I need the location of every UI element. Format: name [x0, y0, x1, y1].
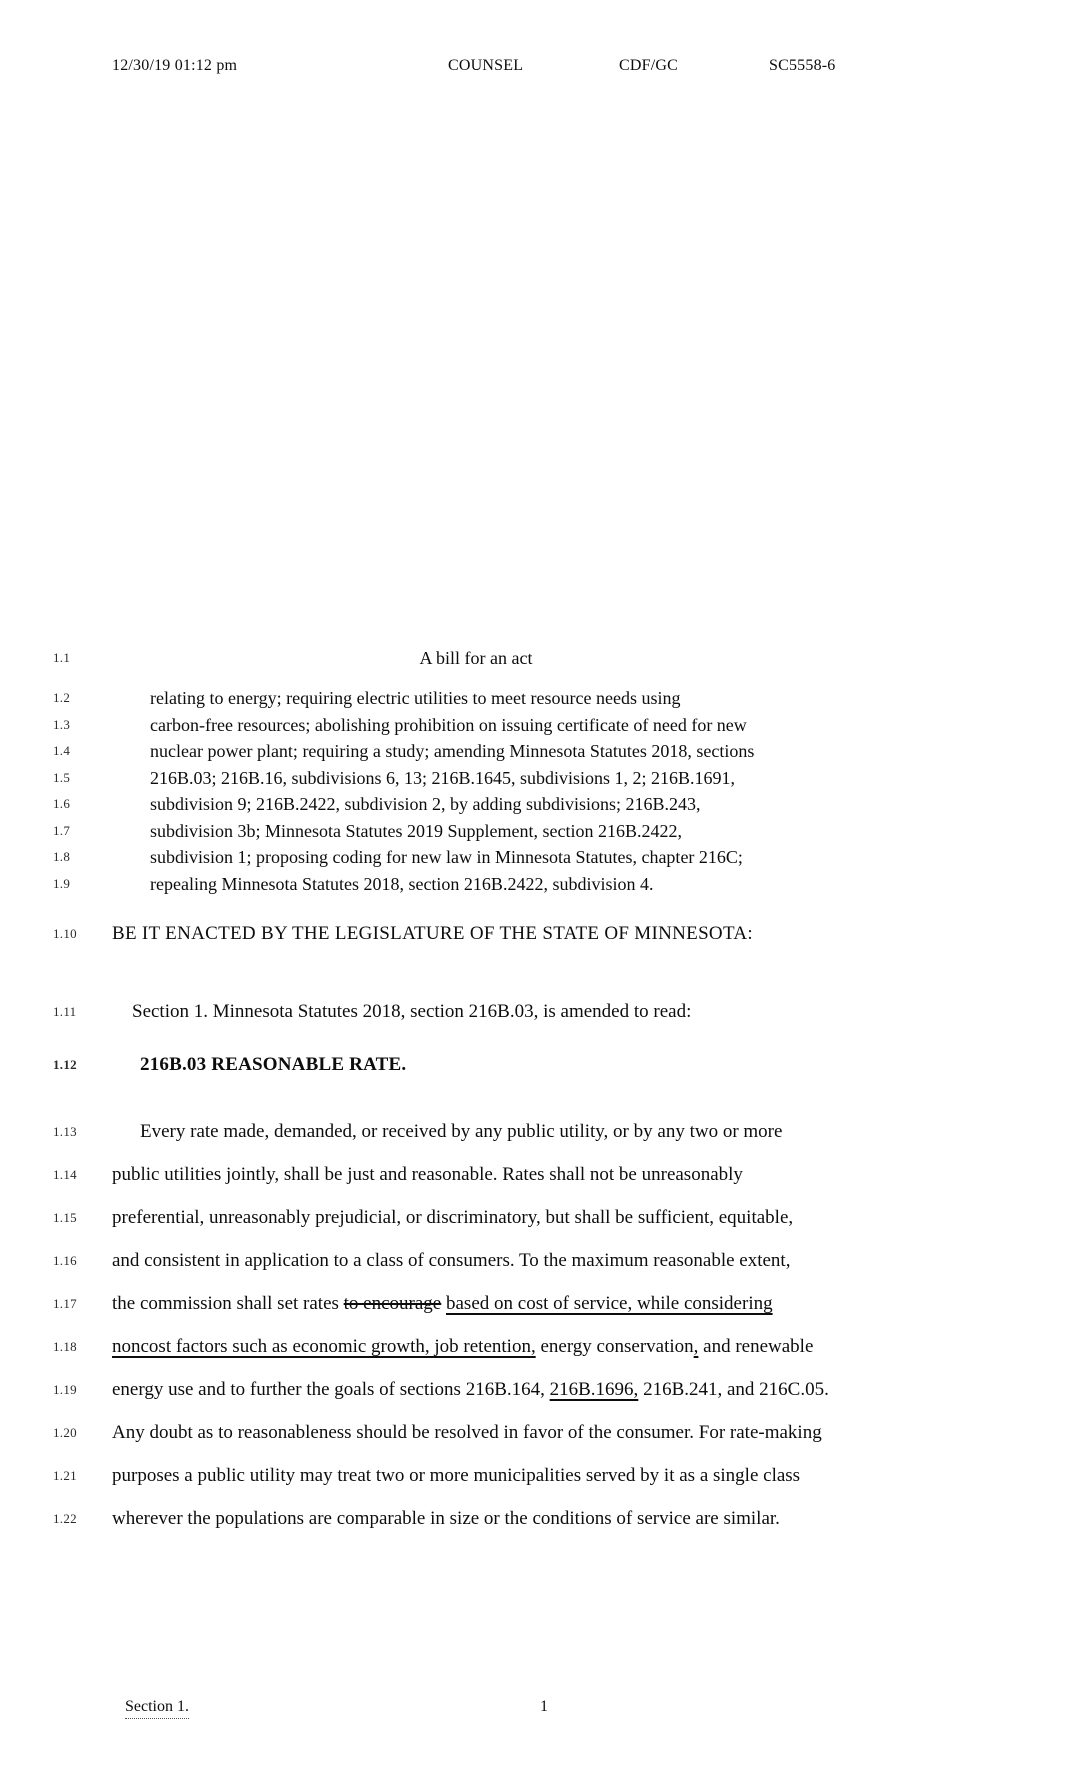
statute-text: public utilities jointly, shall be just and reasonable. Rates shall not be unreasonably	[112, 1164, 743, 1185]
header-timestamp: 12/30/19 01:12 pm	[112, 57, 238, 74]
line-number: 1.9	[53, 875, 71, 891]
line-number: 1.20	[53, 1425, 77, 1440]
header-drafter-initials: CDF/GC	[619, 57, 678, 74]
inserted-text: 216B.1696,	[549, 1379, 639, 1400]
statute-text: subdivision 1; proposing coding for new law in Minnesota Statutes, chapter 216C;	[150, 847, 743, 867]
statute-text: nuclear power plant; requiring a study; amending Minnesota Statutes 2018, sections	[150, 741, 755, 761]
text-line	[0, 844, 1088, 871]
statute-text: subdivision 9; 216B.2422, subdivision 2, by adding subdivisions; 216B.243,	[150, 794, 701, 814]
line-text	[150, 738, 1088, 765]
line-number: 1.7	[53, 822, 71, 838]
line-number: 1.5	[53, 769, 71, 785]
footer-section-label: Section 1.	[125, 1698, 189, 1719]
line-text	[150, 844, 1088, 871]
line-text	[112, 1497, 1088, 1540]
page-number: 1	[540, 1698, 548, 1715]
statute-text: 216B.241, and 216C.05.	[638, 1379, 829, 1400]
statute-text: energy conservation	[535, 1336, 694, 1357]
line-text	[112, 1153, 1088, 1196]
line-number: 1.2	[53, 690, 71, 705]
statute-text: purposes a public utility may treat two or more municipalities served by it as a single class	[112, 1465, 801, 1486]
line-number: 1.19	[53, 1382, 77, 1397]
text-line	[0, 712, 1088, 739]
enacting-clause-line	[0, 922, 1088, 945]
statute-body	[0, 1110, 1088, 1540]
text-line	[0, 685, 1088, 712]
text-line	[0, 1368, 1088, 1411]
text-line	[0, 871, 1088, 898]
text-line	[0, 1497, 1088, 1540]
bill-text-block	[0, 645, 1088, 1540]
bill-preamble	[0, 685, 1088, 897]
line-text	[150, 765, 1088, 792]
text-line	[0, 791, 1088, 818]
line-number: 1.3	[53, 716, 71, 732]
statute-text: preferential, unreasonably prejudicial, or discriminatory, but shall be sufficient, equitable,	[112, 1207, 794, 1228]
line-text	[112, 1368, 1088, 1411]
text-line	[0, 1110, 1088, 1153]
line-number: 1.18	[53, 1339, 77, 1354]
text-line	[0, 818, 1088, 845]
text-line	[0, 1196, 1088, 1239]
line-number: 1.6	[53, 796, 71, 811]
line-number: 1.8	[53, 849, 71, 864]
line-text	[112, 1110, 1088, 1153]
line-number: 1.1	[53, 650, 71, 665]
bill-title: A bill for an act	[419, 648, 533, 668]
statute-text: repealing Minnesota Statutes 2018, section 216B.2422, subdivision 4.	[150, 873, 654, 894]
deleted-text: to encourage	[343, 1293, 442, 1314]
section-intro: Section 1. Minnesota Statutes 2018, section 216B.03, is amended to read:	[132, 1001, 692, 1022]
line-number: 1.22	[53, 1511, 77, 1526]
line-text	[112, 1282, 1088, 1325]
statute-text: 216B.03; 216B.16, subdivisions 6, 13; 216B.1645, subdivisions 1, 2; 216B.1691,	[150, 767, 736, 788]
statute-heading-line	[0, 1053, 1088, 1076]
line-number: 1.11	[53, 1004, 77, 1019]
text-line	[0, 1153, 1088, 1196]
line-text	[112, 1325, 1088, 1368]
text-line	[0, 738, 1088, 765]
statute-text: Any doubt as to reasonableness should be resolved in favor of the consumer. For rate-making	[112, 1422, 822, 1443]
line-number: 1.16	[53, 1253, 77, 1268]
header-office: COUNSEL	[448, 57, 524, 74]
statute-text: and renewable	[698, 1336, 814, 1357]
text-line	[0, 1282, 1088, 1325]
statute-text: the commission shall set rates	[112, 1293, 344, 1314]
line-number: 1.12	[53, 1057, 77, 1072]
document-header	[0, 57, 1088, 81]
document-footer	[0, 1698, 1088, 1724]
inserted-text: based on cost of service, while considering	[446, 1293, 773, 1314]
section-intro-line	[0, 1000, 1088, 1023]
statute-text: carbon-free resources; abolishing prohibition on issuing certificate of need for new	[150, 714, 747, 735]
line-number: 1.14	[53, 1167, 77, 1182]
statute-text: energy use and to further the goals of sections 216B.164,	[112, 1379, 550, 1400]
line-number: 1.17	[53, 1296, 77, 1311]
line-text	[112, 1411, 1088, 1454]
statute-text: wherever the populations are comparable in size or the conditions of service are similar.	[112, 1508, 780, 1529]
text-line	[0, 1325, 1088, 1368]
line-number: 1.13	[53, 1124, 77, 1139]
text-line	[0, 1239, 1088, 1282]
line-number: 1.4	[53, 743, 71, 758]
line-number: 1.10	[53, 926, 77, 941]
text-line	[0, 1454, 1088, 1497]
inserted-text: ,	[693, 1336, 699, 1357]
inserted-text: noncost factors such as economic growth, job retention,	[112, 1336, 536, 1357]
statute-text: subdivision 3b; Minnesota Statutes 2019 Supplement, section 216B.2422,	[150, 820, 682, 841]
statute-text: Every rate made, demanded, or received by any public utility, or by any two or more	[140, 1121, 783, 1142]
text-line	[0, 1411, 1088, 1454]
line-text	[150, 685, 1088, 712]
statute-heading: 216B.03 REASONABLE RATE.	[140, 1054, 407, 1075]
line-text	[150, 791, 1088, 818]
header-document-id: SC5558-6	[769, 57, 836, 74]
bill-title-line	[0, 645, 1088, 671]
line-text	[150, 871, 1088, 898]
line-text	[150, 818, 1088, 845]
line-text	[112, 1454, 1088, 1497]
line-number: 1.21	[53, 1468, 77, 1483]
line-number: 1.15	[53, 1210, 77, 1225]
line-text	[112, 1196, 1088, 1239]
enacting-clause: BE IT ENACTED BY THE LEGISLATURE OF THE STATE OF MINNESOTA:	[112, 923, 753, 944]
line-text	[150, 712, 1088, 739]
statute-text: relating to energy; requiring electric utilities to meet resource needs using	[150, 688, 681, 708]
text-line	[0, 765, 1088, 792]
statute-text: and consistent in application to a class of consumers. To the maximum reasonable extent,	[112, 1250, 791, 1271]
line-text	[112, 1239, 1088, 1282]
